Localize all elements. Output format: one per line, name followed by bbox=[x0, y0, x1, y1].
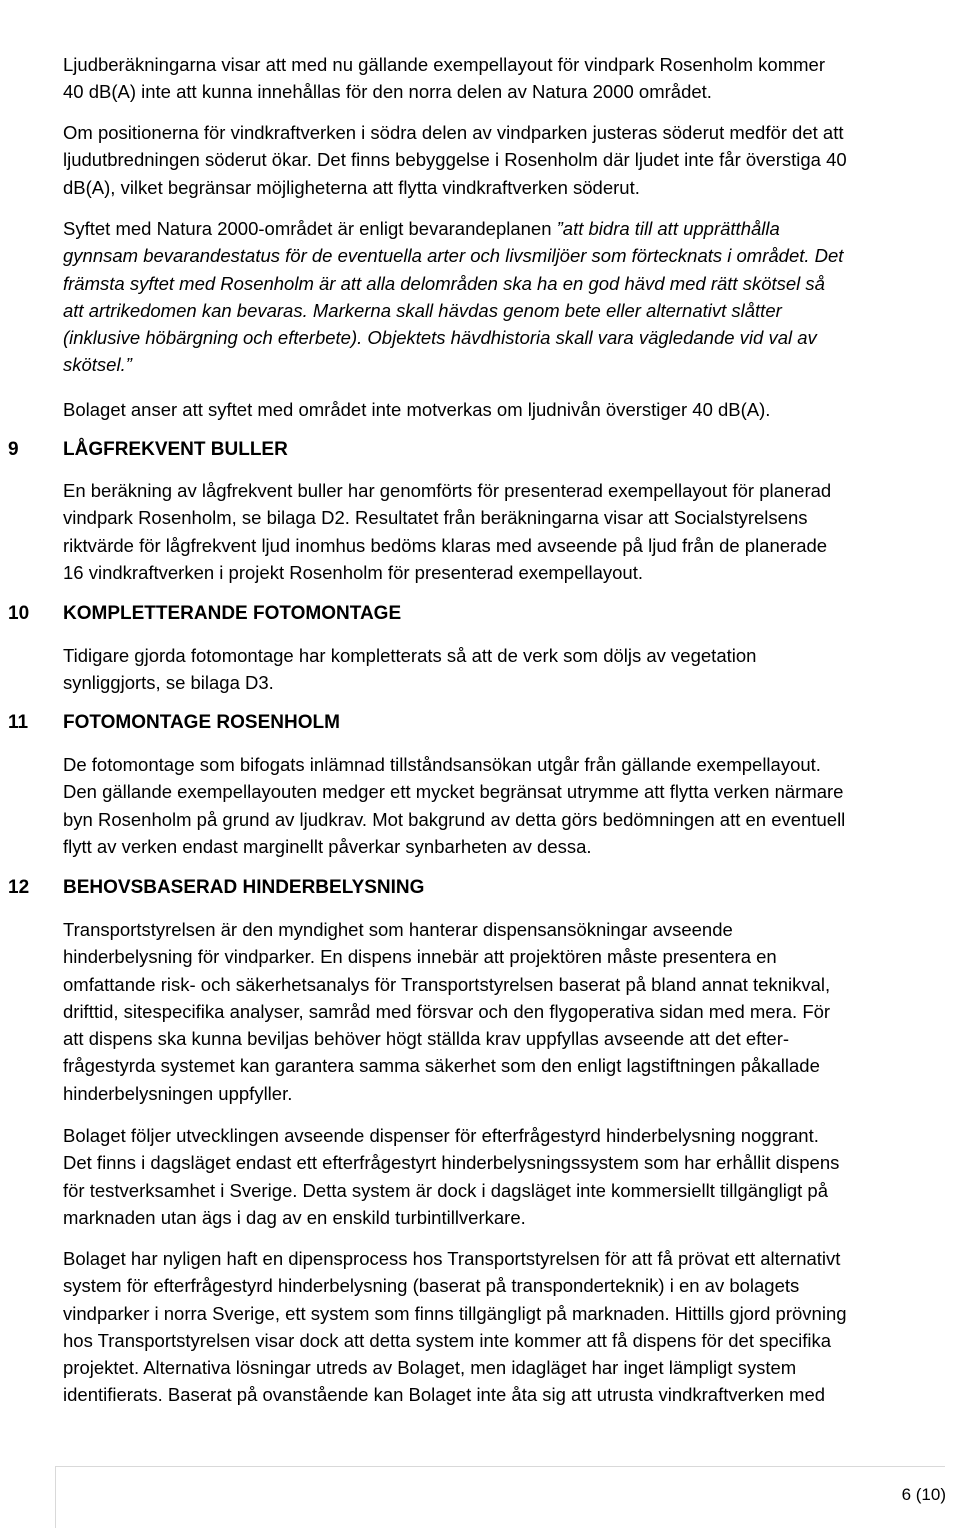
paragraph-transport-agency: Transportstyrelsen är den myndighet som hanterar dispensansökningar avseende hinderbelysning för vindparker. En dispens innebär att projektören måste presentera en omfattande risk- och säkerhetsanalys för Transportstyrelsen baserat på bland annat teknikval, drifttid, sitespecifika analyser, samråd med försvar och den flygoperativa sidan med mera. För att dispens ska kunna beviljas behöver högt ställda krav uppfyllas avseende att det efter- frågestyrda systemet kan garantera samma säkerhet som den enligt lagstiftningen påkallade hinderbelysningen uppfyller. bbox=[63, 919, 831, 1104]
section-number: 10 bbox=[8, 603, 30, 624]
paragraph-natura-purpose-text: Syftet med Natura 2000-området är enligt bevarandeplanen bbox=[63, 218, 557, 239]
section-title: KOMPLETTERANDE FOTOMONTAGE bbox=[63, 603, 402, 624]
paragraph-photomontage-rosenholm: De fotomontage som bifogats inlämnad tillståndsansökan utgår från gällande exempellayout. Den gällande exempellayouten medger ett mycket begränsat utrymme att flytta verken närmare byn Rosenholm på grund av ljudkrav. Mot bakgrund av detta görs bedömningen att en eventuell flytt av verken endast marginellt påverkar synbarheten av dessa. bbox=[63, 754, 846, 857]
footer-divider bbox=[55, 1466, 945, 1467]
paragraph-turbine-positions: Om positionerna för vindkraftverken i södra delen av vindparken justeras söderut medför det att ljudutbredningen söderut ökar. Det finns bebyggelse i Rosenholm där ljudet inte får överstiga 40 dB(A), vilket begränsar möjligheterna att flytta vindkraftverken söderut. bbox=[63, 122, 847, 198]
paragraph-company-assessment: Bolaget anser att syftet med området inte motverkas om ljudnivån överstiger 40 dB(A). bbox=[63, 399, 771, 420]
section-title: FOTOMONTAGE ROSENHOLM bbox=[63, 712, 340, 733]
section-number: 11 bbox=[8, 712, 29, 733]
paragraph-noise-calculation: Ljudberäkningarna visar att med nu gällande exempellayout för vindpark Rosenholm kommer 40 dB(A) inte att kunna innehållas för den norra delen av Natura 2000 området. bbox=[63, 54, 825, 103]
paragraph-dispensation-process: Bolaget har nyligen haft en dipensprocess hos Transportstyrelsen för att få prövat ett alternativt system för efterfrågestyrd hinderbelysning (baserat på transponderteknik) i en av bolagets vindparker i norra Sverige, ett system som finns tillgängligt på marknaden. Hittills gjord prövning hos Transportstyrelsen visar dock att detta system inte kommer att få dispens för det specifika projektet. Alternativa lösningar utreds av Bolaget, men idagläget har inget lämpligt system identifierats. Baserat på ovanstående kan Bolaget inte åta sig att utrusta vindkraftverken med bbox=[63, 1248, 847, 1406]
page-number: 6 (10) bbox=[901, 1485, 946, 1504]
section-number: 12 bbox=[8, 877, 30, 898]
section-title: BEHOVSBASERAD HINDERBELYSNING bbox=[63, 877, 425, 898]
paragraph-natura-purpose-quote: ”att bidra till att upprätthålla gynnsam bevarandestatus för de eventuella arter och livsmiljöer som förtecknats i området. Det främsta syftet med Rosenholm är att alla delområden ska ha en god hävd med rätt skötsel så att artrikedomen kan bevaras. Markerna skall hävdas genom bete eller alternativt slåtter (inklusive höbärgning och efterbete). Objektets hävdhistoria skall vara vägledande vid val av skötsel.” bbox=[63, 218, 844, 376]
paragraph-demand-lighting-development: Bolaget följer utvecklingen avseende dispenser för efterfrågestyrd hinderbelysning noggrant. Det finns i dagsläget endast ett efterfrågestyrt hinderbelysningssystem som har erhållit dispens för testverksamhet i Sverige. Detta system är dock i dagsläget inte kommersiellt tillgängligt på marknaden utan ägs i dag av en enskild turbintillverkare. bbox=[63, 1125, 840, 1228]
paragraph-natura-purpose bbox=[63, 215, 943, 379]
paragraph-low-frequency-noise: En beräkning av lågfrekvent buller har genomförts för presenterad exempellayout för planerad vindpark Rosenholm, se bilaga D2. Resultatet från beräkningarna visar att Socialstyrelsens riktvärde för lågfrekvent ljud inomhus bedöms klaras med avseende på ljud från de planerade 16 vindkraftverken i projekt Rosenholm för presenterad exempellayout. bbox=[63, 480, 832, 583]
section-number: 9 bbox=[8, 439, 19, 460]
paragraph-photomontage-supplement: Tidigare gjorda fotomontage har kompletterats så att de verk som döljs av vegetation synliggjorts, se bilaga D3. bbox=[63, 645, 757, 694]
section-title: LÅGFREKVENT BULLER bbox=[63, 439, 288, 460]
footer-divider-vertical bbox=[55, 1466, 56, 1528]
